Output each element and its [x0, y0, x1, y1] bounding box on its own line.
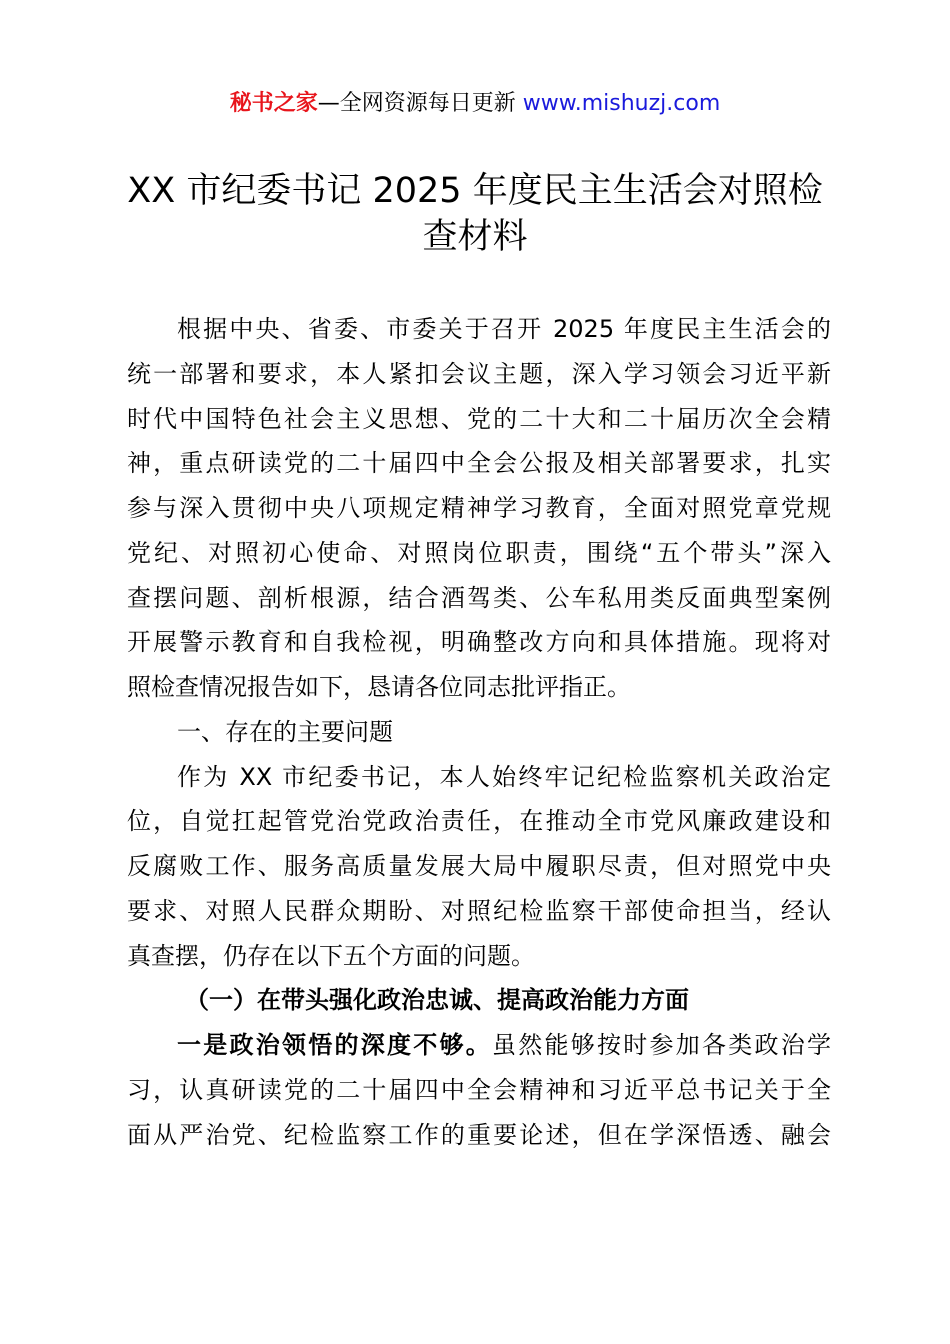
- document-body: [127, 307, 831, 1157]
- paragraph: [127, 307, 831, 710]
- body-line: 作为 XX 市纪委书记，本人始终牢记纪检监察机关政治定: [177, 762, 831, 791]
- document-title: [100, 168, 850, 260]
- body-line: 统一部署和要求，本人紧扣会议主题，深入学习领会习近平新: [127, 359, 831, 388]
- point-1-text: 虽然能够按时参加各类政治学: [492, 1031, 831, 1059]
- body-line: 神，重点研读党的二十届四中全会公报及相关部署要求，扎实: [127, 449, 831, 478]
- body-line: 照检查情况报告如下，恳请各位同志批评指正。: [127, 673, 631, 701]
- header-tagline: —全网资源每日更新: [317, 91, 516, 116]
- body-line: 开展警示教育和自我检视，明确整改方向和具体措施。现将对: [127, 628, 831, 657]
- body-line: 根据中央、省委、市委关于召开 2025 年度民主生活会的: [177, 315, 831, 343]
- body-line: 习，认真研读党的二十届四中全会精神和习近平总书记关于全: [127, 1075, 831, 1104]
- site-header: [0, 88, 950, 120]
- body-line: 反腐败工作、服务高质量发展大局中履职尽责，但对照党中央: [127, 852, 831, 880]
- body-line: 党纪、对照初心使命、对照岗位职责，围绕“五个带头”深入: [127, 538, 831, 567]
- paragraph: [127, 755, 831, 979]
- title-line: 查材料: [422, 217, 528, 257]
- point-1-first-line: [127, 1023, 831, 1068]
- section-subheading: （一）在带头强化政治忠诚、提高政治能力方面: [185, 986, 689, 1015]
- body-line: 真查摆，仍存在以下五个方面的问题。: [127, 941, 535, 970]
- point-1-heading: 一是政治领悟的深度不够。: [177, 1031, 492, 1059]
- brand-name: 秘书之家: [229, 91, 318, 116]
- body-line: 时代中国特色社会主义思想、党的二十大和二十届历次全会精: [127, 404, 831, 433]
- body-line: 查摆问题、剖析根源，结合酒驾类、公车私用类反面典型案例: [127, 583, 831, 612]
- body-line: 位，自觉扛起管党治党政治责任，在推动全市党风廉政建设和: [127, 807, 831, 836]
- section-heading: [127, 710, 831, 755]
- body-line: 面从严治党、纪检监察工作的重要论述，但在学深悟透、融会: [127, 1120, 831, 1149]
- site-url-link[interactable]: www.mishuzj.com: [522, 91, 721, 116]
- body-line: 一、存在的主要问题: [177, 717, 393, 746]
- body-line: 参与深入贯彻中央八项规定精神学习教育，全面对照党章党规: [127, 494, 831, 522]
- body-line: 要求、对照人民群众期盼、对照纪检监察干部使命担当，经认: [127, 896, 831, 925]
- title-line: XX 市纪委书记 2025 年度民主生活会对照检: [127, 171, 823, 211]
